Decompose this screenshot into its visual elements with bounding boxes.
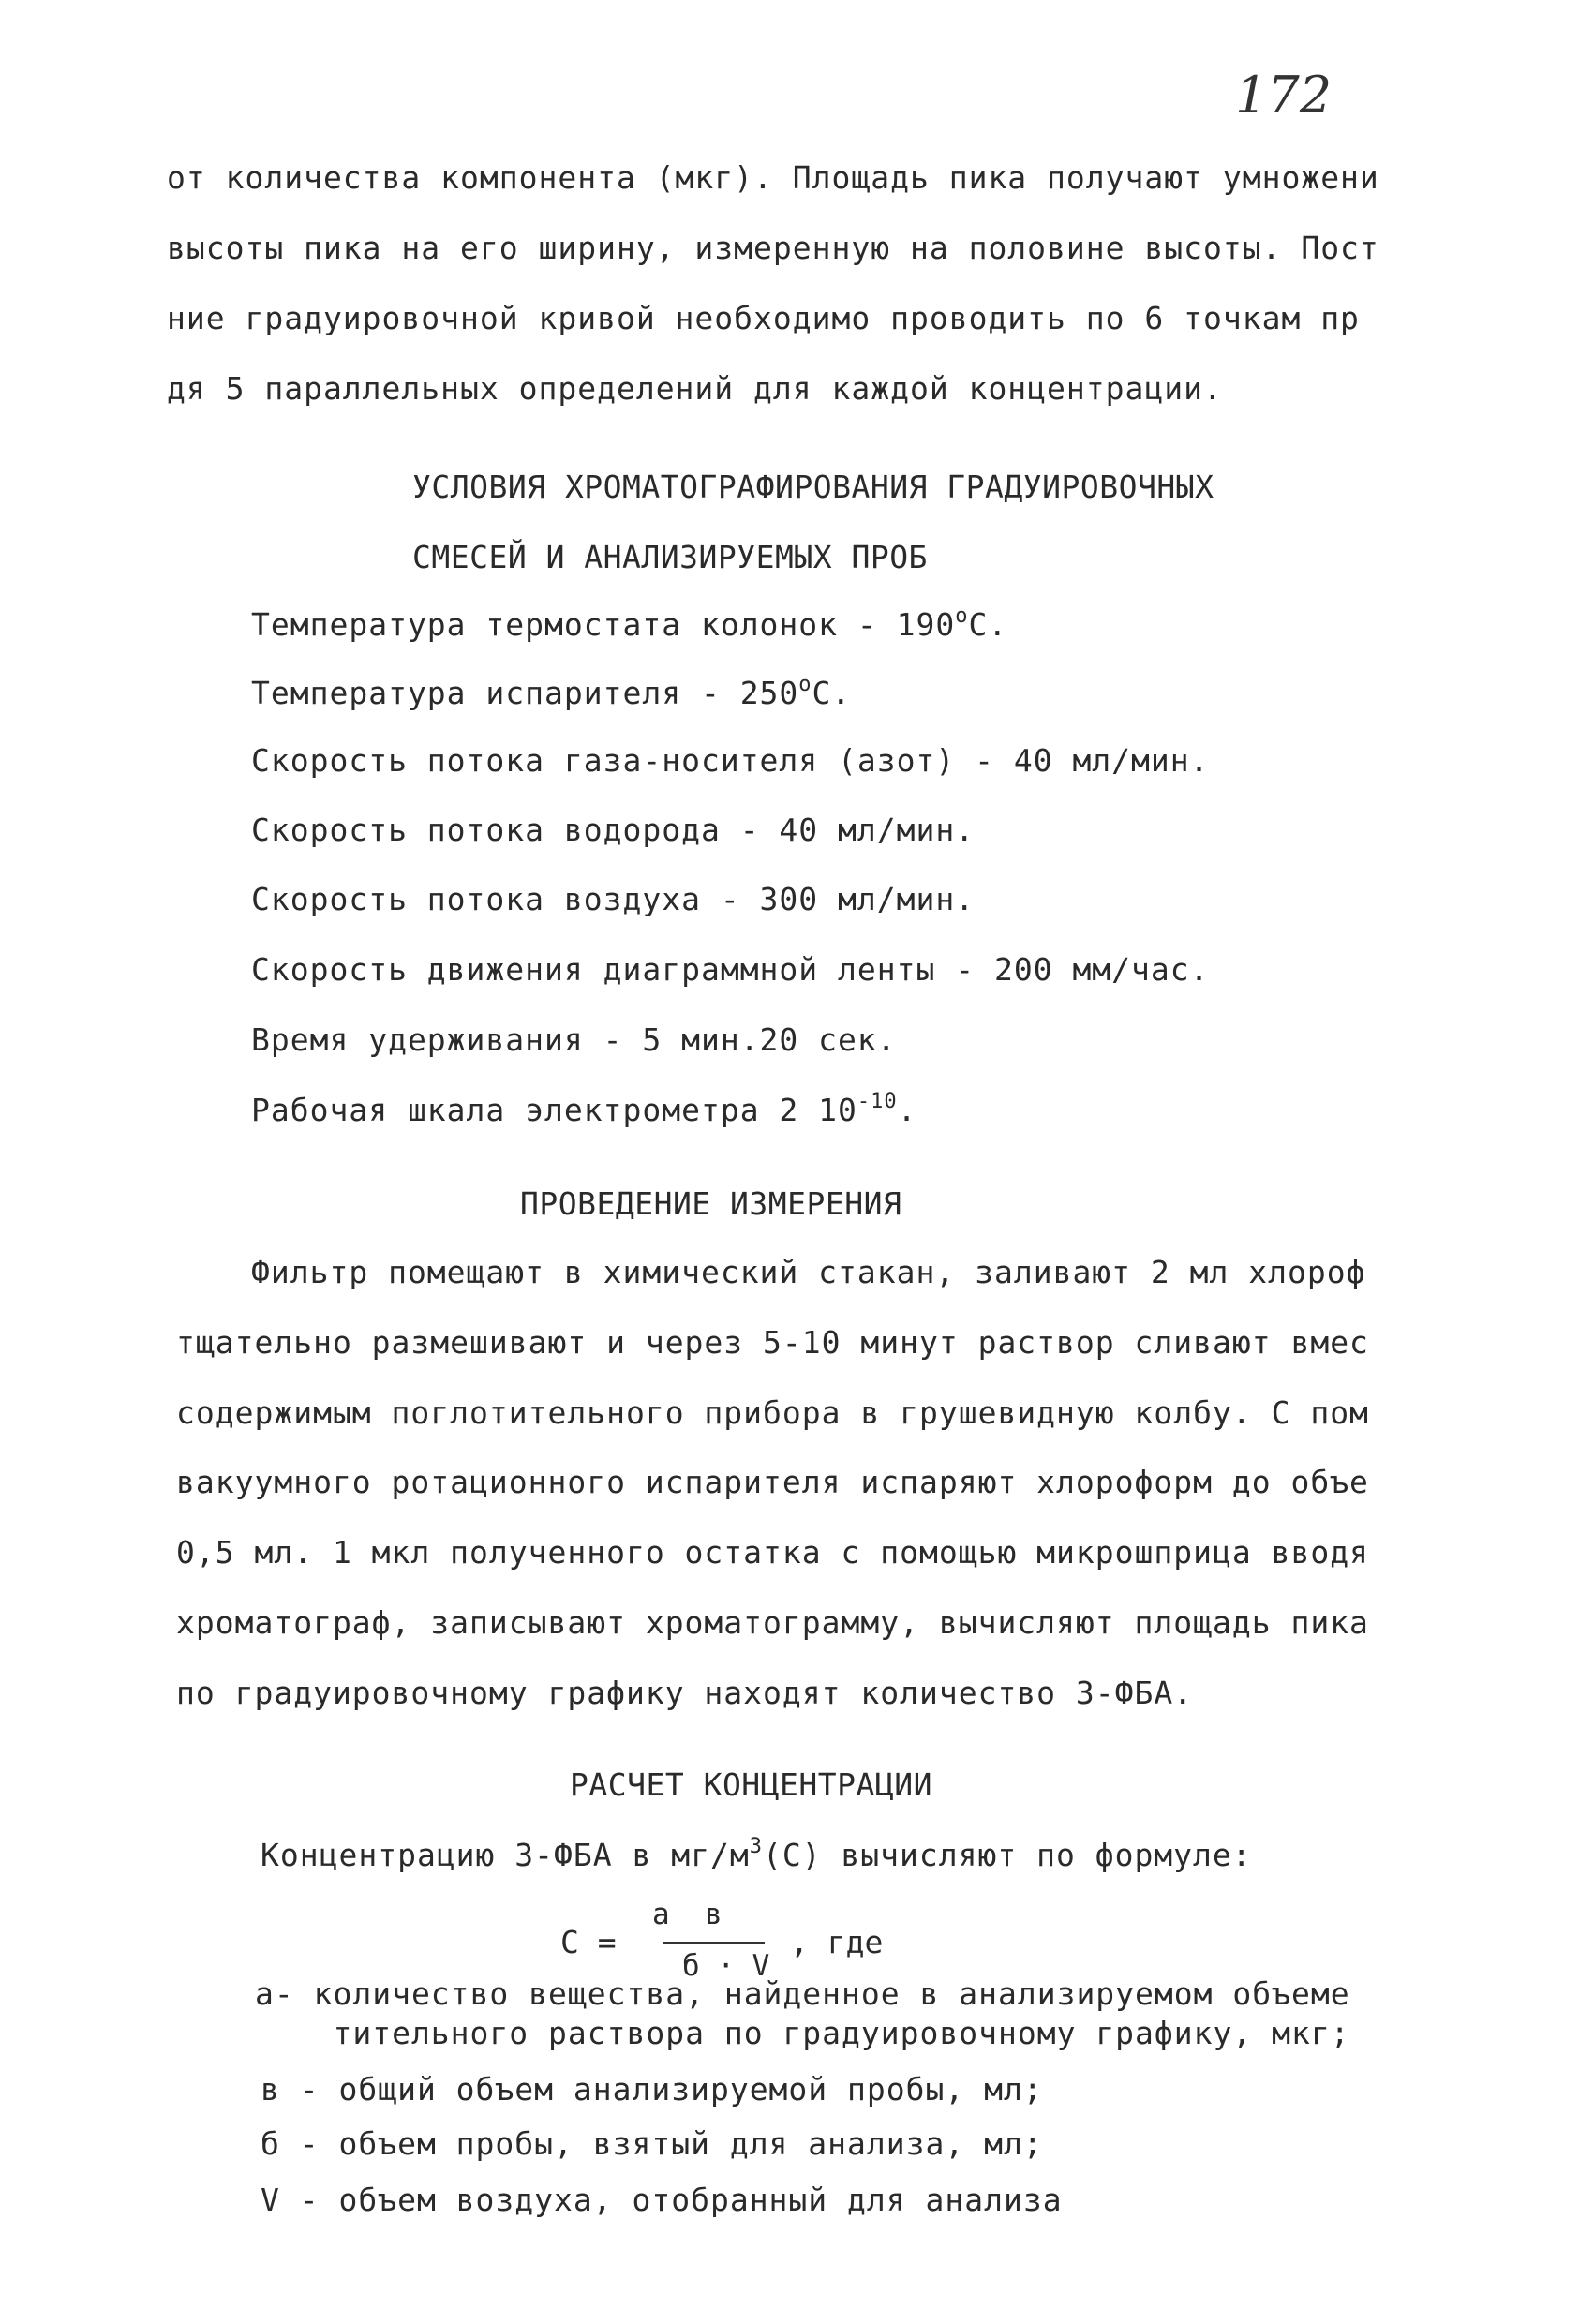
formula-where: , где — [790, 1924, 884, 1960]
measurement-line: вакуумного ротационного испарителя испаряют хлороформ до объе — [176, 1464, 1369, 1500]
definition-line: V - объем воздуха, отобранный для анализа — [261, 2182, 1063, 2218]
measurement-line: по градуировочному графику находят количество 3-ФБА. — [176, 1675, 1194, 1711]
definition-line: тительного раствора по градуировочному графику, мкг; — [255, 2015, 1350, 2051]
calculation-intro: Концентрацию 3-ФБА в $мг/м^3(С)$ вычисляют по формуле: — [261, 1835, 1252, 1873]
section-heading: РАСЧЕТ КОНЦЕНТРАЦИИ — [570, 1766, 932, 1803]
intro-line: ние градуировочной кривой необходимо проводить по 6 точкам пр — [167, 300, 1360, 336]
definition-line: б - объем пробы, взятый для анализа, мл; — [261, 2125, 1043, 2162]
formula-denominator: б · V — [682, 1949, 770, 1983]
formula-numerator: а в — [652, 1898, 723, 1931]
condition-item: Рабочая шкала электрометра 2 $10^{-10}$. — [251, 1090, 917, 1128]
measurement-line: 0,5 мл. 1 мкл полученного остатка с помощью микрошприца вводя — [176, 1534, 1369, 1571]
condition-item: Время удерживания - 5 мин.20 сек. — [251, 1021, 897, 1058]
formula-lhs: С = — [560, 1924, 617, 1960]
section-heading: СМЕСЕЙ И АНАЛИЗИРУЕМЫХ ПРОБ — [412, 539, 928, 575]
condition-item: Температура термостата колонок - $190^оС$. — [251, 604, 1008, 643]
section-heading: УСЛОВИЯ ХРОМАТОГРАФИРОВАНИЯ ГРАДУИРОВОЧНЫХ — [412, 469, 1214, 505]
measurement-line: содержимым поглотительного прибора в грушевидную колбу. С пом — [176, 1394, 1369, 1431]
section-heading: ПРОВЕДЕНИЕ ИЗМЕРЕНИЯ — [520, 1185, 902, 1222]
measurement-line: хроматограф, записывают хроматограмму, вычисляют площадь пика — [176, 1604, 1369, 1641]
intro-line: дя 5 параллельных определений для каждой концентрации. — [167, 370, 1223, 407]
page-number: 172 — [1235, 66, 1333, 125]
intro-line: высоты пика на его ширину, измеренную на половине высоты. Пост — [167, 230, 1379, 266]
intro-line: от количества компонента (мкг). Площадь пика получают умножени — [167, 159, 1379, 196]
definition-line: а- количество вещества, найденное в анализируемом объеме — [255, 1975, 1350, 2012]
condition-item: Скорость движения диаграммной ленты - 200 мм/час. — [251, 951, 1210, 988]
fraction-bar — [663, 1942, 765, 1944]
condition-item: Скорость потока водорода - 40 мл/мин. — [251, 812, 976, 848]
condition-item: Температура испарителя - $250^оС$. — [251, 673, 852, 711]
condition-item: Скорость потока газа-носителя (азот) - 40 мл/мин. — [251, 742, 1210, 779]
measurement-line: тщательно размешивают и через 5-10 минут раствор сливают вмес — [176, 1324, 1369, 1361]
condition-item: Скорость потока воздуха - 300 мл/мин. — [251, 881, 976, 917]
measurement-line: Фильтр помещают в химический стакан, заливают 2 мл хлороф — [251, 1254, 1366, 1290]
definition-line: в - общий объем анализируемой пробы, мл; — [261, 2071, 1043, 2108]
